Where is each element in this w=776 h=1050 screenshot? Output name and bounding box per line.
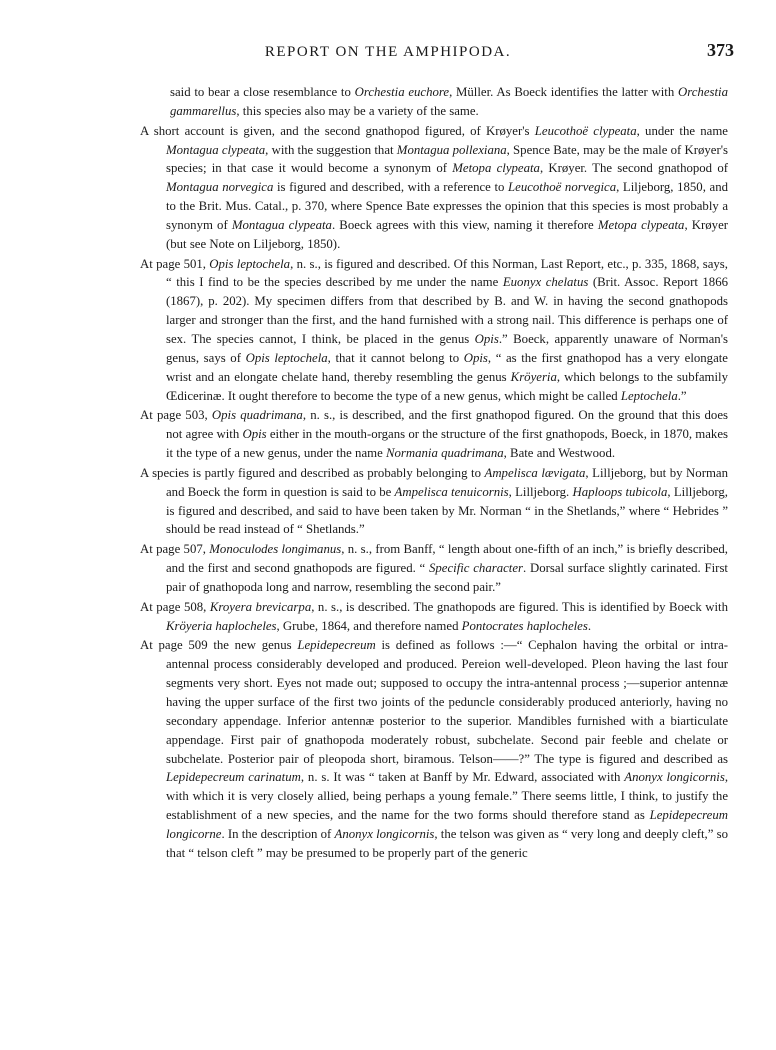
text-run: , under the name: [636, 123, 728, 138]
text-run: , the telson was given as “ very long and deeply cleft,” so that “ telson cleft ” may be presumed to be properly part of the generic: [166, 826, 729, 860]
page-number: 373: [707, 40, 734, 60]
italic-term: Kröyeria haplocheles: [166, 618, 277, 633]
paragraph: [140, 636, 728, 862]
body-text: [140, 83, 728, 863]
paragraph: [140, 122, 728, 254]
italic-term: Opis leptochela: [209, 256, 291, 271]
italic-term: Pontocrates haplocheles: [461, 618, 588, 633]
text-run: , Lilljeborg.: [508, 484, 573, 499]
text-run: .” Boeck, apparently unaware of Norman's genus, says of: [166, 331, 728, 365]
italic-term: Leucothoë clypeata: [534, 123, 637, 138]
italic-term: Opis: [463, 350, 488, 365]
text-run: , Grube, 1864, and therefore named: [276, 618, 462, 633]
text-run: , n. s., is described, and the first gnathopod figured. On the ground that this does not agree with: [166, 408, 728, 442]
italic-term: Lepidepecreum longicorne: [166, 808, 728, 841]
text-run: is defined as follows :—“ Cephalon having the orbital or intra-antennal process considerably developed and produced. Pereion well-developed. Pleon having the last four segments very short. Eyes not made out; supposed to occupy the intra-antennal process ;—superior antennæ having the upper surface of the first two joints of the peduncle considerably produced anteriorly, having no secondary appendage. Inferior antennæ posterior to the superior. Mandibles furnished with a biarticulate appendage. First pair of gnathopoda moderately robust, subchelate. Second pair feeble and chelate or subchelate. Posterior pair of pleopoda short, biramous. Telson——?” The type is figured and described as: [166, 638, 729, 766]
text-run: is figured and described, with a reference to: [273, 180, 509, 195]
text-run: At page 508,: [140, 599, 210, 614]
text-run: , that it cannot belong to: [327, 350, 464, 365]
text-run: , Krøyer. The second gnathopod of: [539, 161, 728, 176]
italic-term: Kroyera brevicarpa: [209, 599, 312, 614]
italic-term: Normania quadrimana: [385, 446, 504, 461]
italic-term: Leptochela: [620, 388, 678, 403]
text-run: , Lilljeborg, but by Norman and Boeck the form in question is said to be: [166, 465, 728, 499]
italic-term: Anonyx longicornis: [624, 770, 725, 785]
italic-term: Euonyx chelatus: [502, 275, 589, 290]
paragraph: [140, 83, 728, 121]
text-run: , n. s., from Banff, “ length about one-fifth of an inch,” is briefly described, and the first and second gnathopods are figured. “: [166, 542, 729, 576]
text-run: At page 501,: [140, 256, 210, 271]
text-run: , which belongs to the subfamily Œdicerinæ. It ought therefore to become the type of a new genus, which might be called: [166, 369, 729, 403]
text-run: said to bear a close resemblance to: [170, 85, 355, 99]
italic-term: Metopa clypeata: [597, 217, 685, 232]
text-run: . Dorsal surface slightly carinated. First pair of gnathopoda long and narrow, resembling the second pair.”: [166, 561, 728, 594]
text-run: either in the mouth-organs or the structure of the first gnathopods, Boeck, in 1870, makes it the type of a new genus, under the name: [166, 427, 728, 461]
text-run: , with the suggestion that: [265, 142, 397, 157]
italic-term: Metopa clypeata: [452, 161, 540, 176]
italic-term: Lepidepecreum: [297, 638, 376, 653]
text-run: .: [587, 618, 592, 633]
text-run: A short account is given, and the second gnathopod figured, of Krøyer's: [140, 123, 535, 138]
text-run: , Müller. As Boeck identifies the latter with: [449, 85, 678, 99]
italic-term: Kröyeria: [510, 369, 557, 384]
text-run: , n. s., is figured and described. Of this Norman, Last Report, etc., p. 335, 1868, says, “ this I find to be the species described by me under the name: [166, 256, 728, 290]
italic-term: Anonyx longicornis: [334, 826, 435, 841]
italic-term: Opis leptochela: [245, 350, 328, 365]
paragraph: [140, 406, 728, 463]
text-run: At page 509 the new genus: [140, 638, 298, 653]
italic-term: Opis: [242, 427, 267, 442]
text-run: .”: [677, 388, 687, 403]
text-run: , n. s., is described. The gnathopods are figured. This is identified by Boeck with: [311, 599, 728, 614]
italic-term: Montagua pollexiana: [396, 142, 507, 157]
italic-term: Haploops tubicola: [572, 484, 668, 499]
text-run: (Brit. Assoc. Report 1866 (1867), p. 202). My specimen differs from that described by B. and W. in having the second gnathopods larger and stronger than the first, and the hand furnished with a strong nail. This difference is perhaps one of sex. The species cannot, I think, be placed in the genus: [166, 275, 728, 346]
italic-term: Lepidepecreum carinatum: [166, 770, 301, 785]
italic-term: Leucothoë norvegica: [508, 180, 617, 195]
italic-term: Ampelisca tenuicornis: [394, 484, 509, 499]
running-header-title: REPORT ON THE AMPHIPODA.: [264, 44, 512, 60]
text-run: , Lilljeborg, is figured and described, and said to have been taken by Mr. Norman “ in the Shetlands,” where “ Hebrides ” should be read instead of “ Shetlands.”: [166, 484, 728, 537]
italic-term: Orchestia gammarellus: [170, 85, 728, 118]
paragraph: [140, 540, 728, 597]
text-run: At page 503,: [140, 408, 212, 423]
italic-term: Opis quadrimana: [211, 408, 303, 423]
text-run: , Bate and Westwood.: [503, 446, 616, 461]
italic-term: Montagua clypeata: [166, 142, 266, 157]
text-run: , n. s. It was “ taken at Banff by Mr. Edward, associated with: [300, 770, 625, 785]
italic-term: Montagua clypeata: [231, 217, 332, 232]
text-run: A species is partly figured and described as probably belonging to: [140, 465, 485, 480]
text-run: At page 507,: [140, 542, 210, 557]
italic-term: Ampelisca lævigata: [484, 465, 586, 480]
text-run: , with which it is very closely allied, being perhaps a young female.” There seems little, I think, to justify the establishment of a new species, and the name for the two forms should therefore stand as: [166, 770, 729, 823]
italic-term: Orchestia euchore: [354, 85, 450, 99]
text-run: . In the description of: [221, 826, 335, 841]
paragraph: [140, 598, 728, 636]
text-run: , Spence Bate, may be the male of Krøyer's species; in that case it would become a synonym of: [166, 142, 728, 176]
text-run: . Boeck agrees with this view, naming it therefore: [331, 217, 598, 232]
italic-term: Montagua norvegica: [166, 180, 274, 195]
text-run: , Liljeborg, 1850, and to the Brit. Mus. Catal., p. 370, where Spence Bate expresses the opinion that this species is most probably a synonym of: [166, 180, 728, 232]
text-run: , “ as the first gnathopod has a very elongate wrist and an elongate chelate hand, thereby resembling the genus: [166, 350, 728, 384]
paragraph: [140, 464, 728, 539]
text-run: , Krøyer (but see Note on Liljeborg, 1850).: [166, 217, 729, 251]
italic-term: Opis: [474, 331, 499, 346]
italic-term: Specific character: [428, 561, 523, 576]
paragraph: [140, 255, 728, 406]
italic-term: Monoculodes longimanus: [209, 542, 342, 557]
text-run: , this species also may be a variety of the same.: [236, 103, 479, 118]
